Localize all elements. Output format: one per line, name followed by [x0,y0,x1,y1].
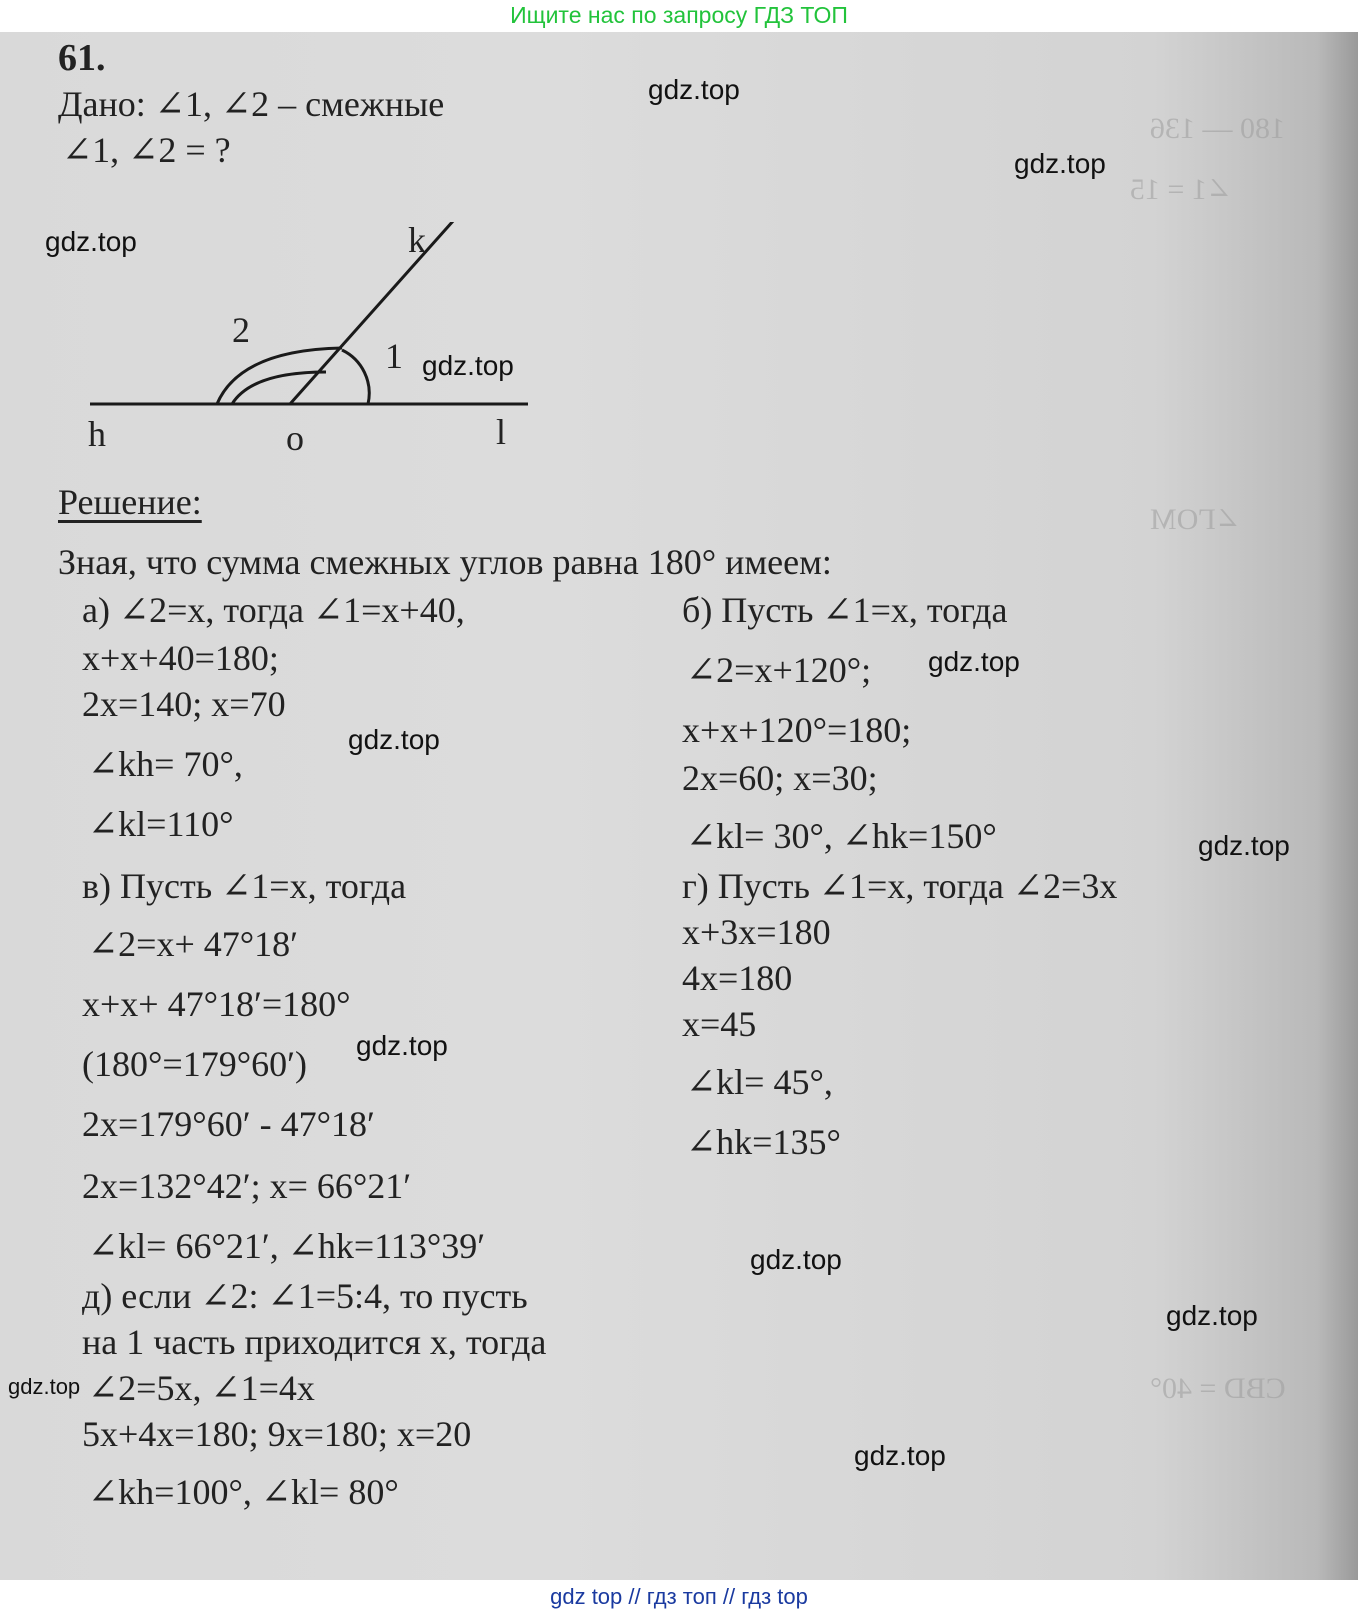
part-g-line: 4x=180 [682,958,793,998]
solution-heading: Решение: [58,482,202,522]
given-line-1: Дано: ∠1, ∠2 – смежные [58,84,445,124]
part-a-line: ∠kl=110° [88,804,234,844]
part-b-line: x+x+120°=180; [682,710,912,750]
watermark: gdz.top [648,74,740,105]
label-k: k [408,222,426,260]
watermark: gdz.top [1198,830,1290,861]
bleed-through: CBD = 40° [1150,1372,1286,1405]
scanned-page [0,32,1358,1580]
part-g-line: ∠kl= 45°, [686,1062,833,1102]
part-a-line: x+x+40=180; [82,638,279,678]
part-v-line: 2x=179°60′ - 47°18′ [82,1104,375,1144]
part-d-line: д) если ∠2: ∠1=5:4, то пусть [82,1276,528,1316]
part-g-line: x=45 [682,1004,757,1044]
part-g-line: ∠hk=135° [686,1122,841,1162]
watermark: gdz.top [750,1244,842,1275]
watermark: gdz.top [348,724,440,755]
label-angle-2: 2 [232,310,250,350]
part-d-line: на 1 часть приходится x, тогда [82,1322,547,1362]
watermark: gdz.top [422,350,514,381]
label-h: h [88,414,106,454]
label-o: o [286,418,304,458]
part-v-line: (180°=179°60′) [82,1044,307,1084]
part-a-line: ∠kh= 70°, [88,744,243,784]
watermark: gdz.top [1014,148,1106,179]
label-l: l [496,412,507,452]
watermark: gdz.top [854,1440,946,1471]
bleed-through: ∠ΓOM [1150,503,1241,536]
solution-intro: Зная, что сумма смежных углов равна 180° имеем: [58,542,832,582]
watermark: gdz.top [1166,1300,1258,1331]
part-d-line: ∠kh=100°, ∠kl= 80° [88,1472,399,1512]
part-b-line: ∠kl= 30°, ∠hk=150° [686,816,997,856]
part-d-line: ∠2=5x, ∠1=4x [88,1368,315,1408]
part-v-line: 2x=132°42′; x= 66°21′ [82,1166,412,1206]
part-g-line: x+3x=180 [682,912,831,952]
watermark: gdz.top [356,1030,448,1061]
part-v-line: ∠2=x+ 47°18′ [88,924,299,964]
part-d-line: 5x+4x=180; 9x=180; x=20 [82,1414,472,1454]
arc-angle-2-inner [232,372,326,404]
watermark: gdz.top [928,646,1020,677]
part-v-line: ∠kl= 66°21′, ∠hk=113°39′ [88,1226,486,1266]
watermark: gdz.top [45,226,137,257]
arc-angle-1 [342,350,369,404]
part-b-line: б) Пусть ∠1=x, тогда [682,590,1008,630]
bleed-through: ∠1 = 15 [1130,173,1233,206]
part-v-line: в) Пусть ∠1=x, тогда [82,866,407,906]
top-banner[interactable]: Ищите нас по запросу ГДЗ ТОП [0,0,1358,30]
part-a-line: а) ∠2=x, тогда ∠1=x+40, [82,590,465,630]
watermark: gdz.top [8,1374,81,1399]
bottom-banner[interactable]: gdz top // гдз топ // гдз top [0,1582,1358,1612]
part-g-line: г) Пусть ∠1=x, тогда ∠2=3x [682,866,1118,906]
part-a-line: 2x=140; x=70 [82,684,286,724]
given-line-2: ∠1, ∠2 = ? [62,130,231,170]
part-b-line: ∠2=x+120°; [686,650,872,690]
label-angle-1: 1 [385,336,403,376]
problem-number: 61. [58,37,106,79]
part-v-line: x+x+ 47°18′=180° [82,984,351,1024]
part-b-line: 2x=60; x=30; [682,758,878,798]
bleed-through: 180 — 136 [1150,112,1285,145]
